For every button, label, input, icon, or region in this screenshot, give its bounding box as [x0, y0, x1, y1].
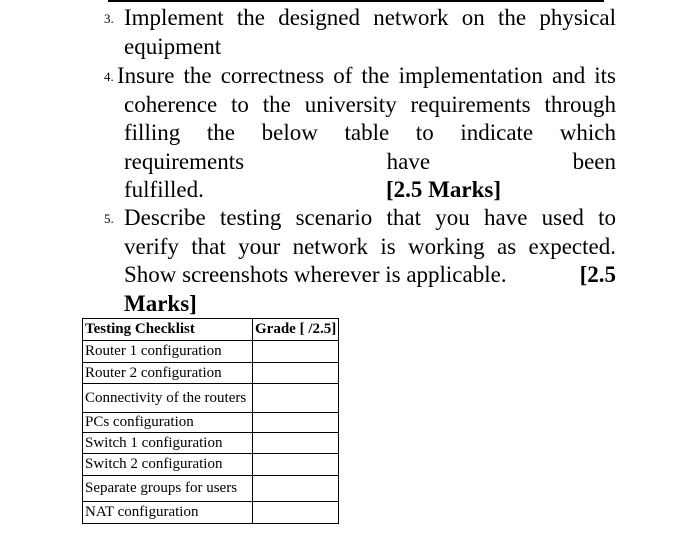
- item-4-line-2: coherence to the university requirements through: [124, 91, 616, 117]
- item-3: [104, 4, 616, 61]
- top-rule: [108, 0, 604, 2]
- table-header-row: [83, 319, 339, 341]
- checklist-item: Switch 1 configuration: [83, 433, 253, 454]
- item-4: [104, 62, 616, 205]
- checklist-item: Switch 2 configuration: [83, 454, 253, 476]
- item-5-line-2: verify that your network is working as expected.: [124, 233, 616, 259]
- header-testing-checklist: Testing Checklist: [83, 319, 253, 341]
- item-3-line-2: equipment: [124, 33, 222, 59]
- table-row: [83, 454, 339, 476]
- table-row: [83, 476, 339, 502]
- item-4-line-4: [124, 148, 616, 177]
- item-5-line-3: [124, 261, 616, 290]
- grade-cell: [253, 384, 339, 413]
- grade-cell: [253, 433, 339, 454]
- item-4-marks: [2.5 Marks]: [386, 177, 501, 203]
- item-5-line-3-text: Show screenshots wherever is applicable.: [124, 262, 507, 288]
- item-3-number: 3.: [104, 11, 114, 26]
- grade-cell: [253, 363, 339, 384]
- item-5: [104, 204, 616, 318]
- grade-cell: [253, 341, 339, 363]
- item-4-line-1: Insure the correctness of the implementation and its: [117, 63, 616, 88]
- item-5-line-4-marks: Marks]: [124, 290, 197, 316]
- checklist-item: Separate groups for users: [83, 476, 253, 502]
- item-5-line-1: Describe testing scenario that you have used to: [124, 205, 616, 230]
- grade-cell: [253, 502, 339, 524]
- checklist-item: NAT configuration: [83, 502, 253, 524]
- table-row: [83, 433, 339, 454]
- item-4-number: 4.: [104, 69, 114, 84]
- checklist-item: PCs configuration: [83, 413, 253, 433]
- item-4-fulfilled: fulfilled.: [124, 177, 204, 203]
- item-4-word-have: have: [386, 148, 431, 174]
- table-row: [83, 413, 339, 433]
- grade-cell: [253, 454, 339, 476]
- grade-cell: [253, 413, 339, 433]
- item-4-line-3: filling the below table to indicate which: [124, 120, 616, 146]
- item-3-line-1: Implement the designed network on the physical: [124, 5, 616, 30]
- item-5-line-3-marks: [2.5: [579, 262, 616, 288]
- testing-checklist-table: [82, 318, 339, 524]
- item-4-word-requirements: requirements: [124, 148, 245, 174]
- header-grade: Grade [ /2.5]: [253, 319, 339, 341]
- item-4-line-5: [124, 176, 616, 205]
- table-row: [83, 384, 339, 413]
- item-4-word-been: been: [572, 148, 616, 174]
- checklist-item: Router 2 configuration: [83, 363, 253, 384]
- item-5-number: 5.: [104, 211, 114, 226]
- table-row: [83, 341, 339, 363]
- checklist-item: Connectivity of the routers: [83, 384, 253, 413]
- checklist-item: Router 1 configuration: [83, 341, 253, 363]
- table-row: [83, 363, 339, 384]
- table-row: [83, 502, 339, 524]
- grade-cell: [253, 476, 339, 502]
